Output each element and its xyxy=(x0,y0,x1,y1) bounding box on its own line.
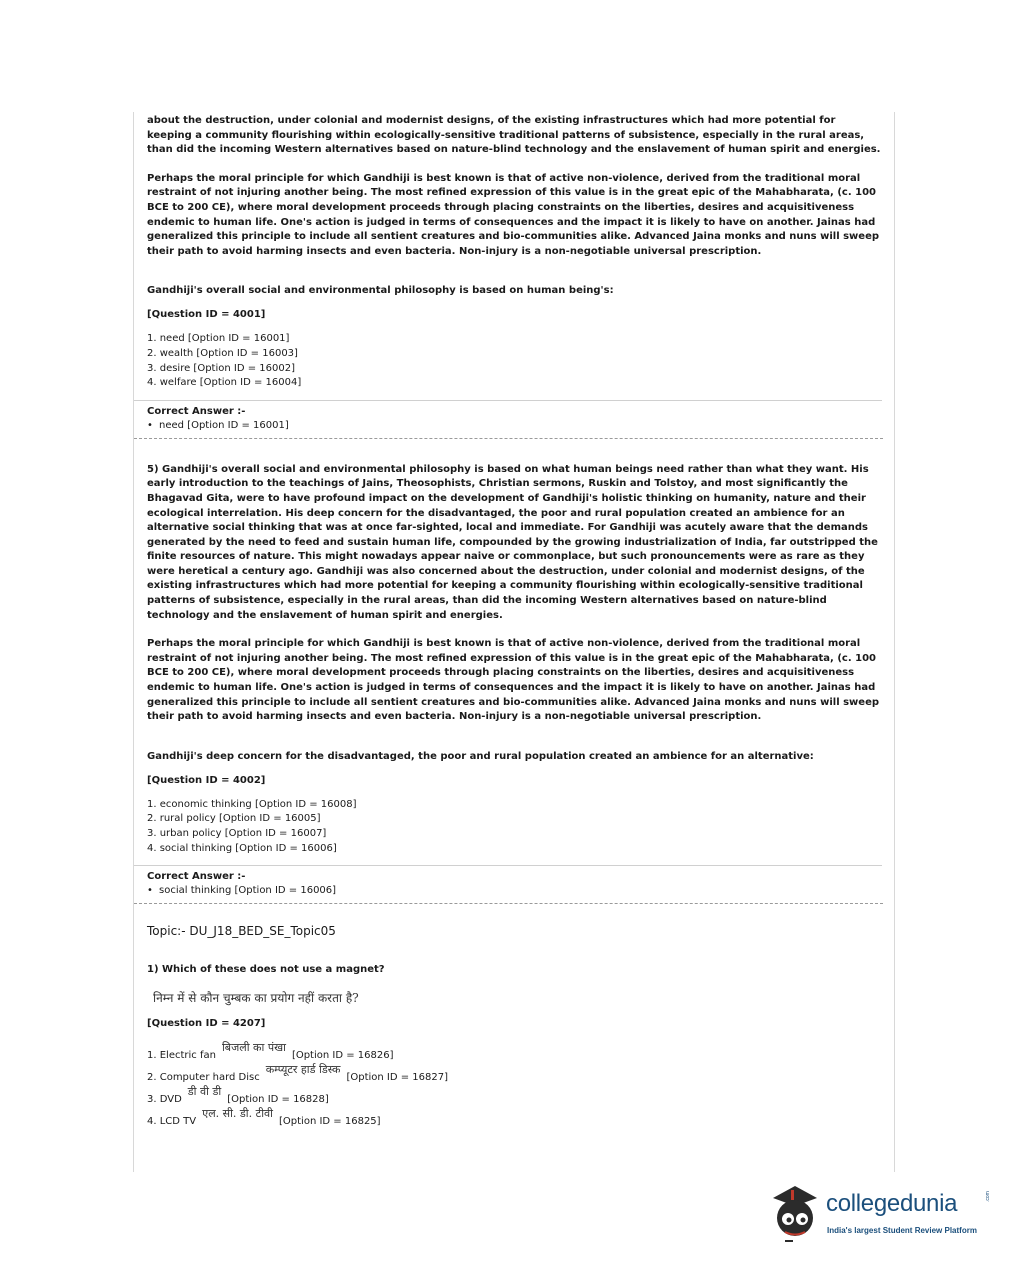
option-id: [Option ID = 16826] xyxy=(291,1050,394,1062)
option-label: 4. LCD TV xyxy=(147,1116,197,1128)
document-page xyxy=(133,112,895,1172)
option-list xyxy=(147,332,882,390)
option-item: 1. economic thinking [Option ID = 16008] xyxy=(147,798,357,810)
logo-tagline: India's largest Student Review Platform xyxy=(827,1226,977,1235)
option-id: [Option ID = 16828] xyxy=(227,1094,329,1106)
question-id: [Question ID = 4001] xyxy=(147,309,266,321)
correct-answer-section xyxy=(134,400,882,431)
correct-answer-text: social thinking [Option ID = 16006] xyxy=(159,885,337,897)
option-label-hindi: बिजली का पंखा xyxy=(221,1041,286,1055)
option-item: 2. wealth [Option ID = 16003] xyxy=(147,347,298,359)
option-item xyxy=(147,1061,882,1083)
question-id: [Question ID = 4002] xyxy=(147,774,266,786)
correct-answer-title: Correct Answer :- xyxy=(147,871,246,883)
option-label: 1. Electric fan xyxy=(147,1050,216,1062)
option-id: [Option ID = 16825] xyxy=(279,1116,381,1128)
passage-paragraph: 5) Gandhiji's overall social and environmental philosophy is based on what human beings need rather than what they want. His early introduction to the teachings of Jains, Theosophists, Christian sermons, Ruskin and Tolstoy, and most significantly the Bhagavad Gita, were to have profound impact on the development of Gandhiji's holistic thinking on humanity, nature and their ecological interrelation. His deep concern for the disadvantaged, the poor and rural population created an ambience for an alternative social thinking that was at once far-sighted, local and immediate. For Gandhiji was acutely aware that the demands generated by the need to feed and sustain human life, compounded by the growing industrialization of India, far outstripped the finite resources of nature. This might nowadays appear naive or commonplace, but such pronouncements were as rare as they were heretical a century ago. Gandhiji was also concerned about the destruction, under colonial and modernist designs, of the existing infrastructures which had more potential for keeping a community flourishing within ecologically-sensitive traditional patterns of subsistence, especially in the rural areas, than did the incoming Western alternatives based on nature-blind technology and the enslavement of human spirit and energies. xyxy=(147,463,878,621)
question-text: 1) Which of these does not use a magnet? xyxy=(147,964,385,976)
mascot-icon xyxy=(773,1186,817,1242)
option-list xyxy=(147,798,882,856)
question-text: Gandhiji's deep concern for the disadvantaged, the poor and rural population created an ambience for an alternative: xyxy=(147,750,814,762)
option-item: 4. welfare [Option ID = 16004] xyxy=(147,377,302,389)
option-id: [Option ID = 16827] xyxy=(346,1072,449,1084)
logo-domain: .com xyxy=(985,1191,991,1202)
option-label-hindi: डी वी डी xyxy=(187,1085,222,1099)
option-item xyxy=(147,1105,882,1127)
topic-title: Topic:- DU_J18_BED_SE_Topic05 xyxy=(147,924,336,939)
option-item: 3. urban policy [Option ID = 16007] xyxy=(147,828,327,839)
bullet-icon: • xyxy=(147,885,153,897)
option-item: 1. need [Option ID = 16001] xyxy=(147,333,290,345)
option-label-hindi: कम्प्यूटर हार्ड डिस्क xyxy=(265,1063,341,1077)
correct-answer-item xyxy=(147,420,882,431)
option-item: 4. social thinking [Option ID = 16006] xyxy=(147,842,337,854)
passage-paragraph: about the destruction, under colonial and modernist designs, of the existing infrastructures which had more potential for keeping a community flourishing within ecologically-sensitive traditional patterns of subsistence, especially in the rural areas, than did the incoming Western alternatives based on nature-blind technology and the enslavement of human spirit and energies. xyxy=(147,115,881,156)
passage-paragraph: Perhaps the moral principle for which Gandhiji is best known is that of active non-violence, derived from the traditional moral restraint of not injuring another being. The most refined expression of this value is in the great epic of the Mahabharata, (c. 100 BCE to 200 CE), where moral development proceeds through placing constraints on the liberties, desires and acquisitiveness endemic to human life. One's action is judged in terms of consequences and the impact it is likely to have on another. Jainas had generalized this principle to include all sentient creatures and bio-communities alike. Advanced Jaina monks and nuns will sweep their path to avoid harming insects and even bacteria. Non-injury is a non-negotiable universal prescription. xyxy=(147,172,880,257)
option-item xyxy=(147,1083,882,1105)
option-label: 2. Computer hard Disc xyxy=(147,1072,260,1084)
correct-answer-title: Correct Answer :- xyxy=(147,405,246,417)
option-list xyxy=(147,1039,882,1127)
correct-answer-item xyxy=(147,885,882,896)
option-item: 3. desire [Option ID = 16002] xyxy=(147,362,295,374)
question-text-hindi: निम्न में से कौन चुम्बक का प्रयोग नहीं करता है? xyxy=(153,991,359,1006)
correct-answer-section xyxy=(134,865,882,896)
bullet-icon: • xyxy=(147,419,153,431)
option-item: 2. rural policy [Option ID = 16005] xyxy=(147,813,321,825)
correct-answer-text: need [Option ID = 16001] xyxy=(159,419,289,431)
option-label: 3. DVD xyxy=(147,1094,182,1106)
logo-wordmark: collegedunia xyxy=(826,1190,958,1217)
question-id: [Question ID = 4207] xyxy=(147,1018,266,1030)
option-item xyxy=(147,1039,882,1061)
question-text: Gandhiji's overall social and environmental philosophy is based on human being's: xyxy=(147,285,614,297)
passage-paragraph: Perhaps the moral principle for which Gandhiji is best known is that of active non-violence, derived from the traditional moral restraint of not injuring another being. The most refined expression of this value is in the great epic of the Mahabharata, (c. 100 BCE to 200 CE), where moral development proceeds through placing constraints on the liberties, desires and acquisitiveness endemic to human life. One's action is judged in terms of consequences and the impact it is likely to have on another. Jainas had generalized this principle to include all sentient creatures and bio-communities alike. Advanced Jaina monks and nuns will sweep their path to avoid harming insects and even bacteria. Non-injury is a non-negotiable universal prescription. xyxy=(147,638,880,723)
option-label-hindi: एल. सी. डी. टीवी xyxy=(202,1107,274,1121)
